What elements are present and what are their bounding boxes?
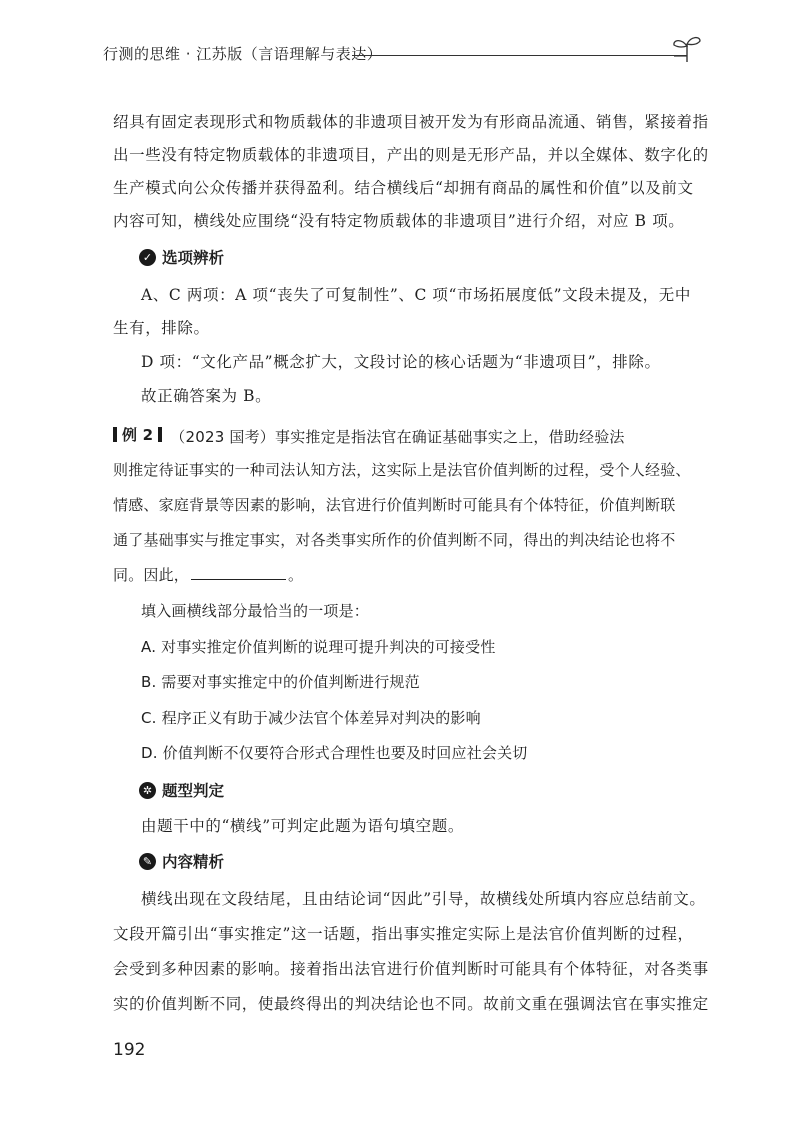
answer-blank xyxy=(191,565,286,580)
page-number: 192 xyxy=(113,1040,146,1060)
example-text: 。 xyxy=(288,566,304,584)
option-d-analysis: D 项：“文化产品”概念扩大，文段讨论的核心话题为“非遗项目”，排除。 xyxy=(141,353,661,371)
section-title: 内容精析 xyxy=(162,853,225,871)
section-content-analysis xyxy=(139,850,224,872)
option-analysis-line: 生有，排除。 xyxy=(113,319,210,337)
option-b: B. 需要对事实推定中的价值判断进行规范 xyxy=(141,673,420,691)
section-title: 题型判定 xyxy=(162,782,225,800)
checkmark-circle-icon: ✓ xyxy=(139,249,156,266)
question-type-text: 由题干中的“横线”可判定此题为语句填空题。 xyxy=(141,817,464,835)
gear-icon: ✲ xyxy=(139,782,156,799)
tag-bar-icon xyxy=(158,427,162,442)
section-option-analysis xyxy=(139,246,224,268)
option-d: D. 价值判断不仅要符合形式合理性也要及时回应社会关切 xyxy=(141,744,528,762)
section-question-type xyxy=(139,779,224,801)
example-line: 情感、家庭背景等因素的影响，法官进行价值判断时可能具有个体特征，价值判断联 xyxy=(113,496,676,514)
running-header-title: 行测的思维 · 江苏版（言语理解与表达） xyxy=(103,45,383,63)
header-rule xyxy=(352,55,687,56)
sprout-icon xyxy=(670,34,704,64)
intro-line: 生产模式向公众传播并获得盈利。结合横线后“却拥有商品的属性和价值”以及前文 xyxy=(113,179,694,197)
option-analysis-line: A、C 两项：A 项“丧失了可复制性”、C 项“市场拓展度低”文段未提及，无中 xyxy=(141,286,691,304)
example-text: （2023 国考）事实推定是指法官在确证基础事实之上，借助经验法 xyxy=(170,428,625,446)
example-last-line xyxy=(113,564,713,585)
content-analysis-line: 会受到多种因素的影响。接着指出法官进行价值判断时可能具有个体特征，对各类事 xyxy=(113,960,709,978)
example-text: 同。因此， xyxy=(113,566,190,584)
content-analysis-line: 实的价值判断不同，使最终得出的判决结论也不同。故前文重在强调法官在事实推定 xyxy=(113,995,709,1013)
example-line: 通了基础事实与推定事实，对各类事实所作的价值判断不同，得出的判决结论也将不 xyxy=(113,531,676,549)
option-c: C. 程序正义有助于减少法官个体差异对判决的影响 xyxy=(141,709,481,727)
question-prompt: 填入画横线部分最恰当的一项是： xyxy=(141,602,370,620)
example-tag xyxy=(113,424,162,445)
intro-line: 绍具有固定表现形式和物质载体的非遗项目被开发为有形商品流通、销售，紧接着指 xyxy=(113,113,709,131)
example-line: 则推定待证事实的一种司法认知方法，这实际上是法官价值判断的过程，受个人经验、 xyxy=(113,461,691,479)
option-a: A. 对事实推定价值判断的说理可提升判决的可接受性 xyxy=(141,638,496,656)
intro-line: 内容可知，横线处应围绕“没有特定物质载体的非遗项目”进行介绍，对应 B 项。 xyxy=(113,212,685,230)
intro-line: 出一些没有特定物质载体的非遗项目，产出的则是无形产品，并以全媒体、数字化的 xyxy=(113,146,709,164)
answer-line: 故正确答案为 B。 xyxy=(141,387,272,405)
content-analysis-line: 横线出现在文段结尾，且由结论词“因此”引导，故横线处所填内容应总结前文。 xyxy=(141,890,706,908)
example-label: 例 2 xyxy=(122,426,154,444)
pen-icon: ✎ xyxy=(139,853,156,870)
section-title: 选项辨析 xyxy=(162,249,225,267)
example-first-line xyxy=(113,424,713,447)
tag-bar-icon xyxy=(113,427,117,442)
content-analysis-line: 文段开篇引出“事实推定”这一话题，指出事实推定实际上是法官价值判断的过程， xyxy=(113,925,694,943)
